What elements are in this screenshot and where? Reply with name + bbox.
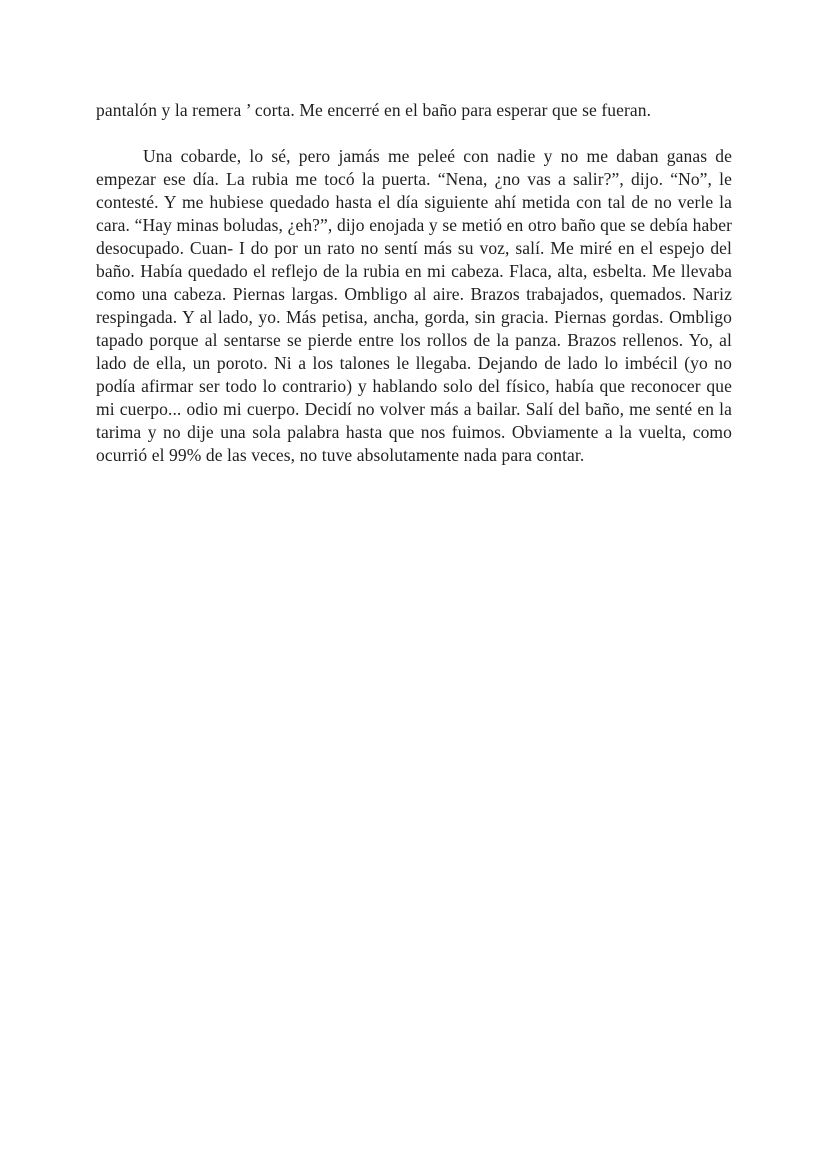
paragraph-continuation: pantalón y la remera ’ corta. Me encerré en el baño para esperar que se fueran. <box>96 100 652 120</box>
text-block <box>96 99 732 467</box>
paragraph-body: Una cobarde, lo sé, pero jamás me peleé con nadie y no me daban ganas de empezar ese día. La rubia me tocó la puerta. “Nena, ¿no vas a salir?”, dijo. “No”, le contesté. Y me hubiese quedado hasta el día siguiente ahí metida con tal de no verle la cara. “Hay minas boludas, ¿eh?”, dijo enojada y se metió en otro baño que se debía haber desocupado. Cuan- I do por un rato no sentí más su voz, salí. Me miré en el espejo del baño. Había quedado el reflejo de la rubia en mi cabeza. Flaca, alta, esbelta. Me llevaba como una cabeza. Piernas largas. Ombligo al aire. Brazos trabajados, quemados. Nariz respingada. Y al lado, yo. Más petisa, ancha, gorda, sin gracia. Piernas gordas. Ombligo tapado porque al sentarse se pierde entre los rollos de la panza. Brazos rellenos. Yo, al lado de ella, un poroto. Ni a los talones le llegaba. Dejando de lado lo imbécil (yo no podía afirmar ser todo lo contrario) y hablando solo del físico, había que reconocer que mi cuerpo... odio mi cuerpo. Decidí no volver más a bailar. Salí del baño, me senté en la tarima y no dije una sola palabra hasta que nos fuimos. Obviamente a la vuelta, como ocurrió el 99% de las veces, no tuve absolutamente nada para contar. <box>96 146 732 465</box>
